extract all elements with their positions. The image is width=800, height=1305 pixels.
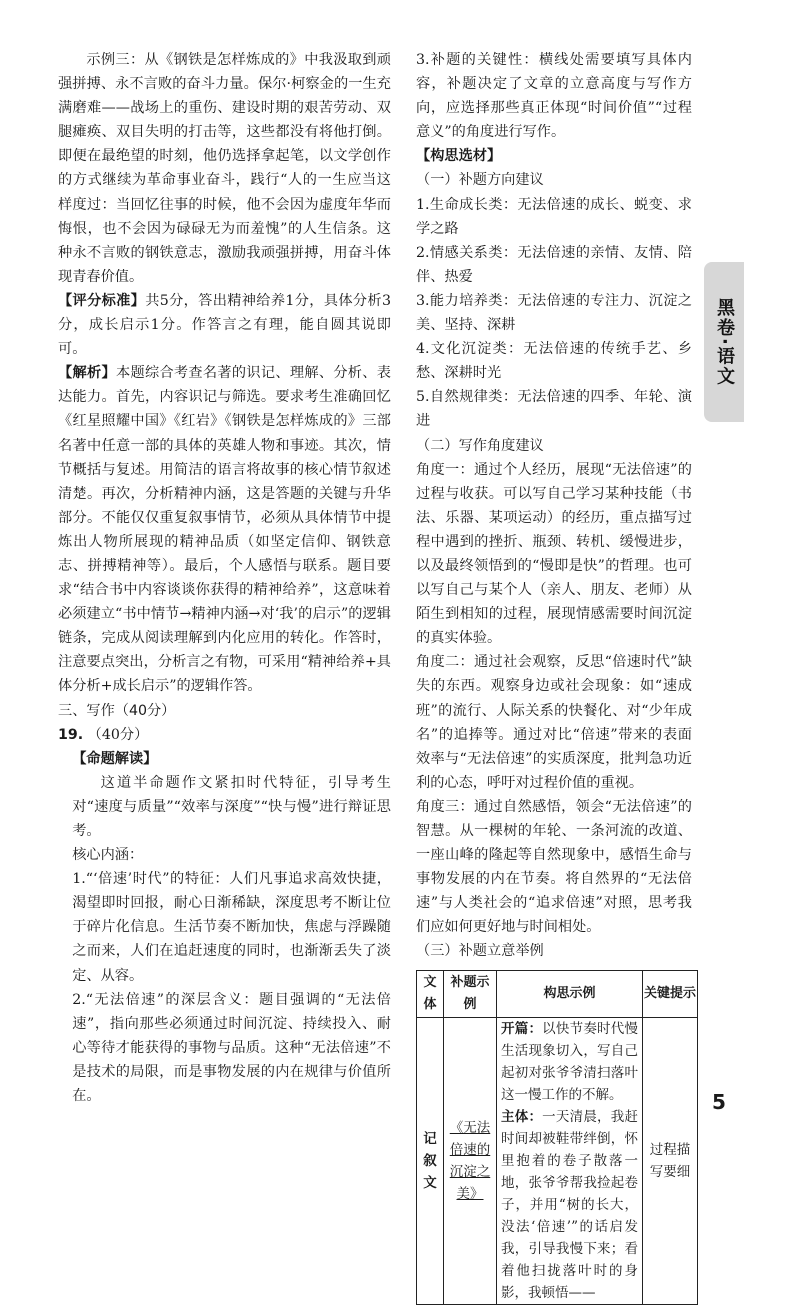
- question-number: 19.: [58, 726, 84, 743]
- body-label: 主体：: [501, 1108, 543, 1125]
- question-score: （40分）: [87, 726, 149, 743]
- opening-text: [501, 1018, 638, 1106]
- analysis-paragraph: [58, 361, 391, 698]
- subject-side-tab: [704, 262, 744, 422]
- prompt-interpretation-text: 这道半命题作文紧扣时代特征，引导考生对“速度与质量”“效率与深度”“快与慢”进行辩证思考。: [72, 774, 391, 839]
- scoring-text: 共5分，答出精神给养1分，具体分析3分，成长启示1分。作答言之有理，能自圆其说即可。: [58, 292, 391, 358]
- example-heading: （三）补题立意举例: [416, 943, 544, 960]
- body-content: 一天清晨，我赶时间却被鞋带绊倒，怀里抱着的卷子散落一地，张爷爷帮我捡起卷子，并用“树的长大，没法‘倍速’”的话启发我，引导我慢下来；看着他扫拢落叶时的身影，我顿悟——: [501, 1108, 639, 1301]
- opening-content: 以快节奏时代慢生活现象切入，写自己起初对张爷爷清扫落叶这一慢工作的不解。: [501, 1020, 639, 1103]
- key-hint-cell: 过程描写要细: [643, 1017, 698, 1304]
- table-header-row: [417, 970, 698, 1017]
- direction-item: 4.文化沉淀类：无法倍速的传统手艺、乡愁、深耕时光: [416, 341, 692, 382]
- opening-label: 开篇：: [501, 1020, 543, 1037]
- question-19: [58, 723, 391, 747]
- table-row: [417, 1017, 698, 1304]
- angle-one: 角度一：通过个人经历，展现“无法倍速”的过程与收获。可以写自己学习某种技能（书法、乐器、某项运动）的经历，重点描写过程中遇到的挫折、瓶颈、转机、缓慢进步，以及最终领悟到的“慢即是快”的哲理。也可以写自己与某个人（亲人、朋友、老师）从陌生到相知的过程，展现情感需要时间沉淀的真实体验。: [416, 461, 692, 647]
- core-point-2: 2.“无法倍速”的深层含义：题目强调的“无法倍速”，指向那些必须通过时间沉淀、持续投入、耐心等待才能获得的事物与品质。这种“无法倍速”不是技术的局限，而是事物发展的内在规律与价值所在。: [72, 991, 391, 1105]
- scoring-criteria: [58, 289, 391, 361]
- direction-item: 3.能力培养类：无法倍速的专注力、沉淀之美、坚持、深耕: [416, 292, 692, 334]
- genre-cell: 记叙文: [417, 1017, 444, 1304]
- angle-three: 角度三：通过自然感悟，领会“无法倍速”的智慧。从一棵树的年轮、一条河流的改道、一座山峰的隆起等自然现象中，感悟生命与事物发展的内在节奏。将自然界的“无法倍速”与人类社会的“追求倍速”对照，思考我们应如何更好地与时间相处。: [416, 798, 692, 936]
- direction-item: 2.情感关系类：无法倍速的亲情、友情、陪伴、热爱: [416, 244, 692, 285]
- prompt-interpretation-heading: 【命题解读】: [72, 750, 158, 767]
- table-header: 构思示例: [497, 970, 643, 1017]
- page-number: 5: [712, 1090, 726, 1114]
- idea-example-cell: [497, 1017, 643, 1304]
- body-text: [501, 1106, 638, 1304]
- angle-heading: （二）写作角度建议: [416, 437, 544, 454]
- table-header: 文体: [417, 970, 444, 1017]
- table-header: 关键提示: [643, 970, 698, 1017]
- analysis-text: 本题综合考查名著的识记、理解、分析、表达能力。首先，内容识记与筛选。要求考生准确回忆《红星照耀中国》《红岩》《钢铁是怎样炼成的》三部名著中任意一部的具体的英雄人物和事迹。其次，情节概括与复述。用简洁的语言将故事的核心情节叙述清楚。再次，分析精神内涵，这是答题的关键与升华部分。不能仅仅重复叙事情节，必须从具体情节中提炼出人物所展现的精神品质（如坚定信仰、钢铁意志、拼搏精神等）。最后，个人感悟与联系。题目要求“结合书中内容谈谈你获得的精神给养”，这意味着必须建立“书中情节→精神内涵→对‘我’的启示”的逻辑链条，完成从阅读理解到内化应用的转化。作答时，注意要点突出，分析言之有物，可采用“精神给养+具体分析+成长启示”的逻辑作答。: [58, 365, 391, 695]
- idea-selection-heading: 【构思选材】: [416, 148, 502, 165]
- direction-heading: （一）补题方向建议: [416, 172, 544, 189]
- left-column: [58, 48, 391, 1108]
- title-example-cell: [444, 1017, 497, 1304]
- scoring-heading: 【评分标准】: [58, 292, 146, 309]
- direction-item: 5.自然规律类：无法倍速的四季、年轮、演进: [416, 389, 692, 430]
- example-table: [416, 970, 698, 1305]
- core-point-1: 1.“‘倍速’时代”的特征：人们凡事追求高效快捷，渴望即时回报，耐心日渐稀缺，深度思考不断让位于碎片化信息。生活节奏不断加快，焦虑与浮躁随之而来，人们在追赶速度的同时，也渐渐丢失了淡定、从容。: [72, 871, 391, 984]
- title-example: 《无法倍速的沉淀之美》: [449, 1119, 491, 1202]
- table-header: 补题示例: [444, 970, 497, 1017]
- example-three-paragraph: 示例三：从《钢铁是怎样炼成的》中我汲取到顽强拼搏、永不言败的奋斗力量。保尔·柯察金的一生充满磨难——战场上的重伤、建设时期的艰苦劳动、双腿瘫痪、双目失明的打击等，这些都没有将他打倒。即便在最绝望的时刻，他仍选择拿起笔，以文学创作的方式继续为革命事业奋斗，践行“人的一生应当这样度过：当回忆往事的时候，他不会因为虚度年华而悔恨，也不会因为碌碌无为而羞愧”的人生信条。这种永不言败的钢铁意志，激励我顽强拼搏，用奋斗体现青春价值。: [58, 52, 391, 285]
- core-point-3: 3.补题的关键性：横线处需要填写具体内容，补题决定了文章的立意高度与写作方向，应选择那些真正体现“时间价值”“过程意义”的角度进行写作。: [416, 52, 692, 141]
- writing-section-title: 三、写作（40分）: [58, 702, 176, 719]
- subject-tab-label: 黑卷·语文: [714, 297, 735, 387]
- core-connotation-label: 核心内涵：: [72, 847, 144, 864]
- right-column: [416, 48, 697, 1305]
- analysis-heading: 【解析】: [58, 365, 116, 382]
- angle-two: 角度二：通过社会观察，反思“倍速时代”缺失的东西。观察身边或社会现象：如“速成班”的流行、人际关系的快餐化、对“少年成名”的追捧等。通过对比“倍速”带来的表面效率与“无法倍速”的实质深度，批判急功近利的心态，呼吁对过程价值的重视。: [416, 654, 692, 791]
- direction-item: 1.生命成长类：无法倍速的成长、蜕变、求学之路: [416, 196, 692, 237]
- prompt-interpretation: [58, 747, 391, 771]
